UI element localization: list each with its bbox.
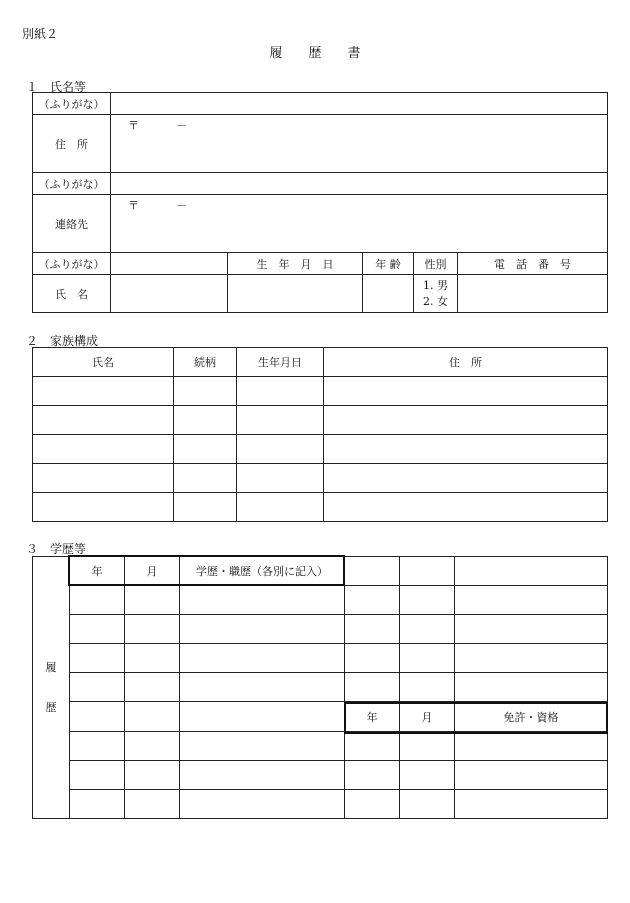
gender-options[interactable] [414,275,458,313]
license-col-label: 免許・資格 [455,702,608,732]
gender-male[interactable]: 1. 男 [423,278,448,292]
furigana-input-3[interactable] [111,253,228,275]
table-row [33,406,608,435]
furigana-label-2: （ふりがな） [33,173,111,195]
license-col-month: 月 [400,702,455,732]
history-side-label [33,557,70,819]
history-side-char-2: 歴 [45,700,57,714]
table-row [33,615,608,644]
family-col-relation: 続柄 [174,348,237,377]
license-col-year: 年 [345,702,400,732]
family-table [32,347,608,522]
phone-field[interactable] [458,275,608,313]
table-row [33,761,608,790]
furigana-label: （ふりがな） [33,93,111,115]
section3-heading: ３ 学歴等 [26,542,87,556]
gender-female[interactable]: 2. 女 [423,294,448,308]
appendix-label: 別紙２ [22,27,59,41]
postal-mark-contact: 〒 [128,199,139,212]
family-col-address: 住 所 [324,348,608,377]
section2-heading: ２ 家族構成 [26,334,99,348]
postal-mark-address: 〒 [128,119,139,132]
furigana-input-1[interactable] [111,93,608,115]
table-row [33,435,608,464]
name-field[interactable] [111,275,228,313]
age-label: 年 齢 [363,253,414,275]
age-field[interactable] [363,275,414,313]
birthdate-field[interactable] [228,275,363,313]
table-row [33,644,608,673]
history-col-month: 月 [125,557,180,586]
postal-dash-address: － [176,119,187,132]
table-row [33,377,608,406]
table-row [33,732,608,761]
section1-heading: １ 氏名等 [26,80,87,94]
personal-info-table [32,92,608,313]
name-label: 氏 名 [33,275,111,313]
page-title: 履 歴 書 [269,46,361,61]
family-col-name: 氏名 [33,348,174,377]
contact-label: 連絡先 [33,195,111,253]
history-col-year: 年 [70,557,125,586]
furigana-input-2[interactable] [111,173,608,195]
table-row [33,464,608,493]
family-col-birthdate: 生年月日 [237,348,324,377]
table-row [33,673,608,702]
address-label: 住 所 [33,115,111,173]
birthdate-label: 生 年 月 日 [228,253,363,275]
history-side-char-1: 履 [45,660,57,674]
history-table [32,556,608,819]
furigana-label-3: （ふりがな） [33,253,111,275]
table-row [33,586,608,615]
table-row [33,493,608,522]
postal-dash-contact: － [176,199,187,212]
gender-label: 性別 [414,253,458,275]
table-row [33,790,608,819]
phone-label: 電 話 番 号 [458,253,608,275]
history-col-label: 学歴・職歴（各別に記入） [180,557,345,586]
